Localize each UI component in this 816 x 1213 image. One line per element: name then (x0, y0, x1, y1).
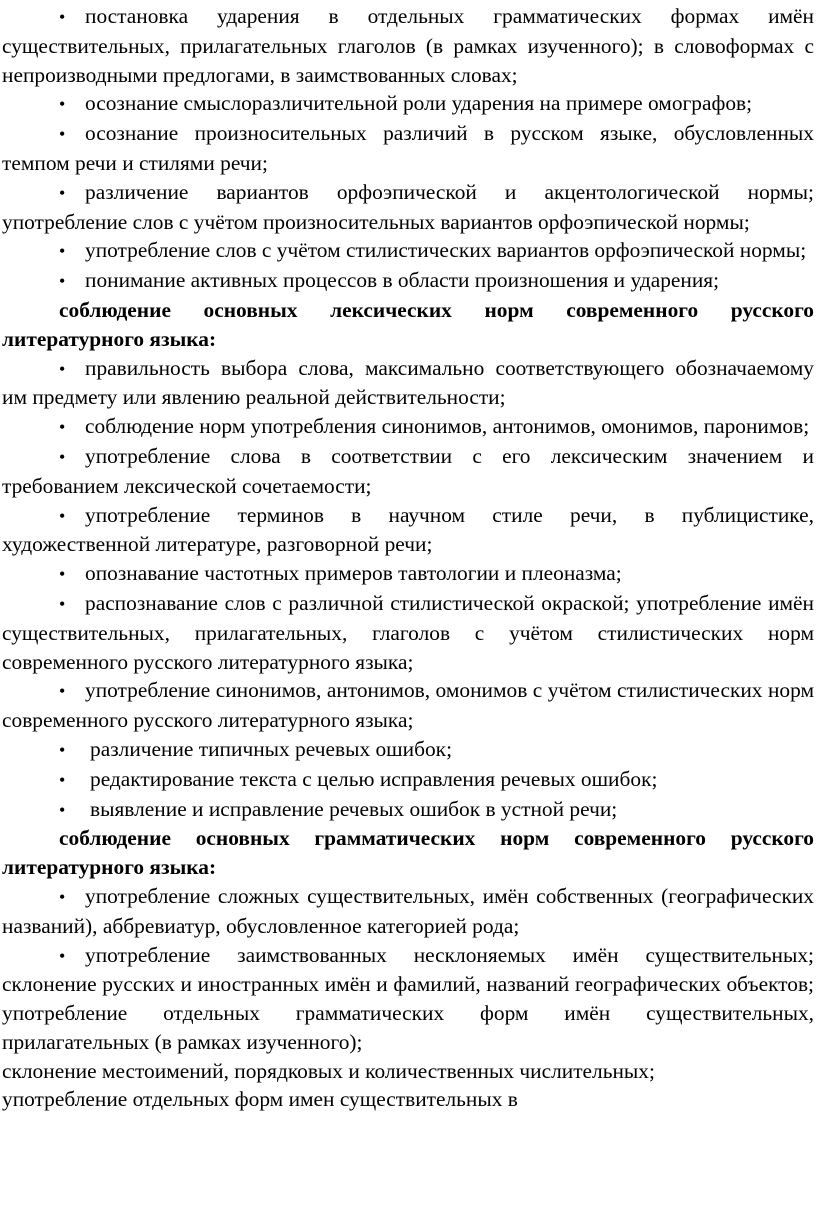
bullet-icon: • (59, 271, 66, 292)
bullet-item (2, 882, 814, 941)
bullet-item (2, 442, 814, 501)
bullet-text: редактирование текста с целью исправления речевых ошибок; (90, 766, 658, 791)
plain-line: употребление отдельных форм имен существительных в (2, 1087, 518, 1112)
bullet-icon: • (59, 945, 66, 966)
bullet-icon: • (59, 739, 66, 760)
bullet-icon: • (59, 124, 66, 145)
bullet-item (2, 501, 814, 560)
section-heading-lexical: соблюдение основных лексических норм современного русского литературного языка: (2, 297, 814, 351)
bullet-icon: • (59, 564, 66, 585)
bullet-text: постановка ударения в отдельных грамматических формах имён существительных, прилагательных глаголов (в рамках изученного); в словоформах с непроизводными предлогами, в заимствованных словах; (2, 4, 814, 87)
bullet-item (2, 589, 814, 676)
bullet-item (2, 354, 814, 413)
bullet-item (2, 412, 814, 442)
bullet-icon: • (59, 681, 66, 702)
bullet-item (2, 795, 814, 825)
bullet-icon: • (59, 358, 66, 379)
bullet-icon: • (59, 182, 66, 203)
bullet-text: опознавание частотных примеров тавтологии и плеоназма; (85, 561, 622, 586)
bullet-item (2, 765, 814, 795)
bullet-text: понимание активных процессов в области произношения и ударения; (85, 268, 720, 293)
bullet-icon: • (59, 417, 66, 438)
bullet-item (2, 266, 814, 296)
bullet-text: употребление сложных существительных, имён собственных (географических названий), аббревиатур, обусловленное категорией рода; (2, 883, 814, 938)
bullet-text: различение типичных речевых ошибок; (90, 736, 453, 761)
bullet-text: осознание произносительных различий в русском языке, обусловленных темпом речи и стилями речи; (2, 121, 814, 175)
bullet-text: употребление слов с учётом стилистических вариантов орфоэпической нормы; (85, 238, 807, 263)
bullet-text: употребление синонимов, антонимов, омонимов с учётом стилистических норм современного русского литературного языка; (2, 678, 814, 733)
bullet-icon: • (59, 7, 66, 27)
section-heading-grammatical: соблюдение основных грамматических норм современного русского литературного языка: (2, 826, 814, 880)
bullet-text: осознание смыслоразличительной роли ударения на примере омографов; (85, 91, 753, 116)
bullet-icon: • (59, 94, 66, 115)
bullet-text: правильность выбора слова, максимально соответствующего обозначаемому им предмету или явлению реальной действительности; (2, 355, 814, 410)
bullet-icon: • (59, 446, 66, 467)
bullet-text: различение вариантов орфоэпической и акцентологической нормы; употребление слов с учётом произносительных вариантов орфоэпической нормы; (2, 179, 814, 234)
bullet-icon: • (59, 799, 66, 820)
bullet-text: употребление слова в соответствии с его лексическим значением и требованием лексической сочетаемости; (2, 443, 814, 498)
bullet-item (2, 2, 814, 89)
bullet-text: соблюдение норм употребления синонимов, антонимов, омонимов, паронимов; (85, 414, 810, 439)
bullet-icon: • (59, 886, 66, 907)
bullet-item (2, 941, 814, 1057)
bullet-item (2, 236, 814, 266)
bullet-icon: • (59, 241, 66, 262)
bullet-text: выявление и исправление речевых ошибок в устной речи; (90, 796, 618, 821)
bullet-item (2, 735, 814, 765)
bullet-item (2, 676, 814, 735)
bullet-item (2, 178, 814, 237)
plain-line: склонение местоимений, порядковых и количественных числительных; (2, 1058, 655, 1083)
bullet-icon: • (59, 593, 66, 614)
bullet-text: употребление терминов в научном стиле речи, в публицистике, художественной литературе, разговорной речи; (2, 502, 814, 557)
bullet-item (2, 559, 814, 589)
bullet-text: употребление заимствованных несклоняемых имён существительных; склонение русских и иностранных имён и фамилий, названий географических объектов; употребление отдельных грамматических форм имён существительных, прилагательных (в рамках изученного); (2, 942, 814, 1054)
bullet-item (2, 89, 814, 119)
bullet-item (2, 119, 814, 178)
bullet-icon: • (59, 769, 66, 790)
bullet-text: распознавание слов с различной стилистической окраской; употребление имён существительных, прилагательных, глаголов с учётом стилистических норм современного русского литературного языка; (2, 590, 814, 674)
bullet-icon: • (59, 505, 66, 526)
